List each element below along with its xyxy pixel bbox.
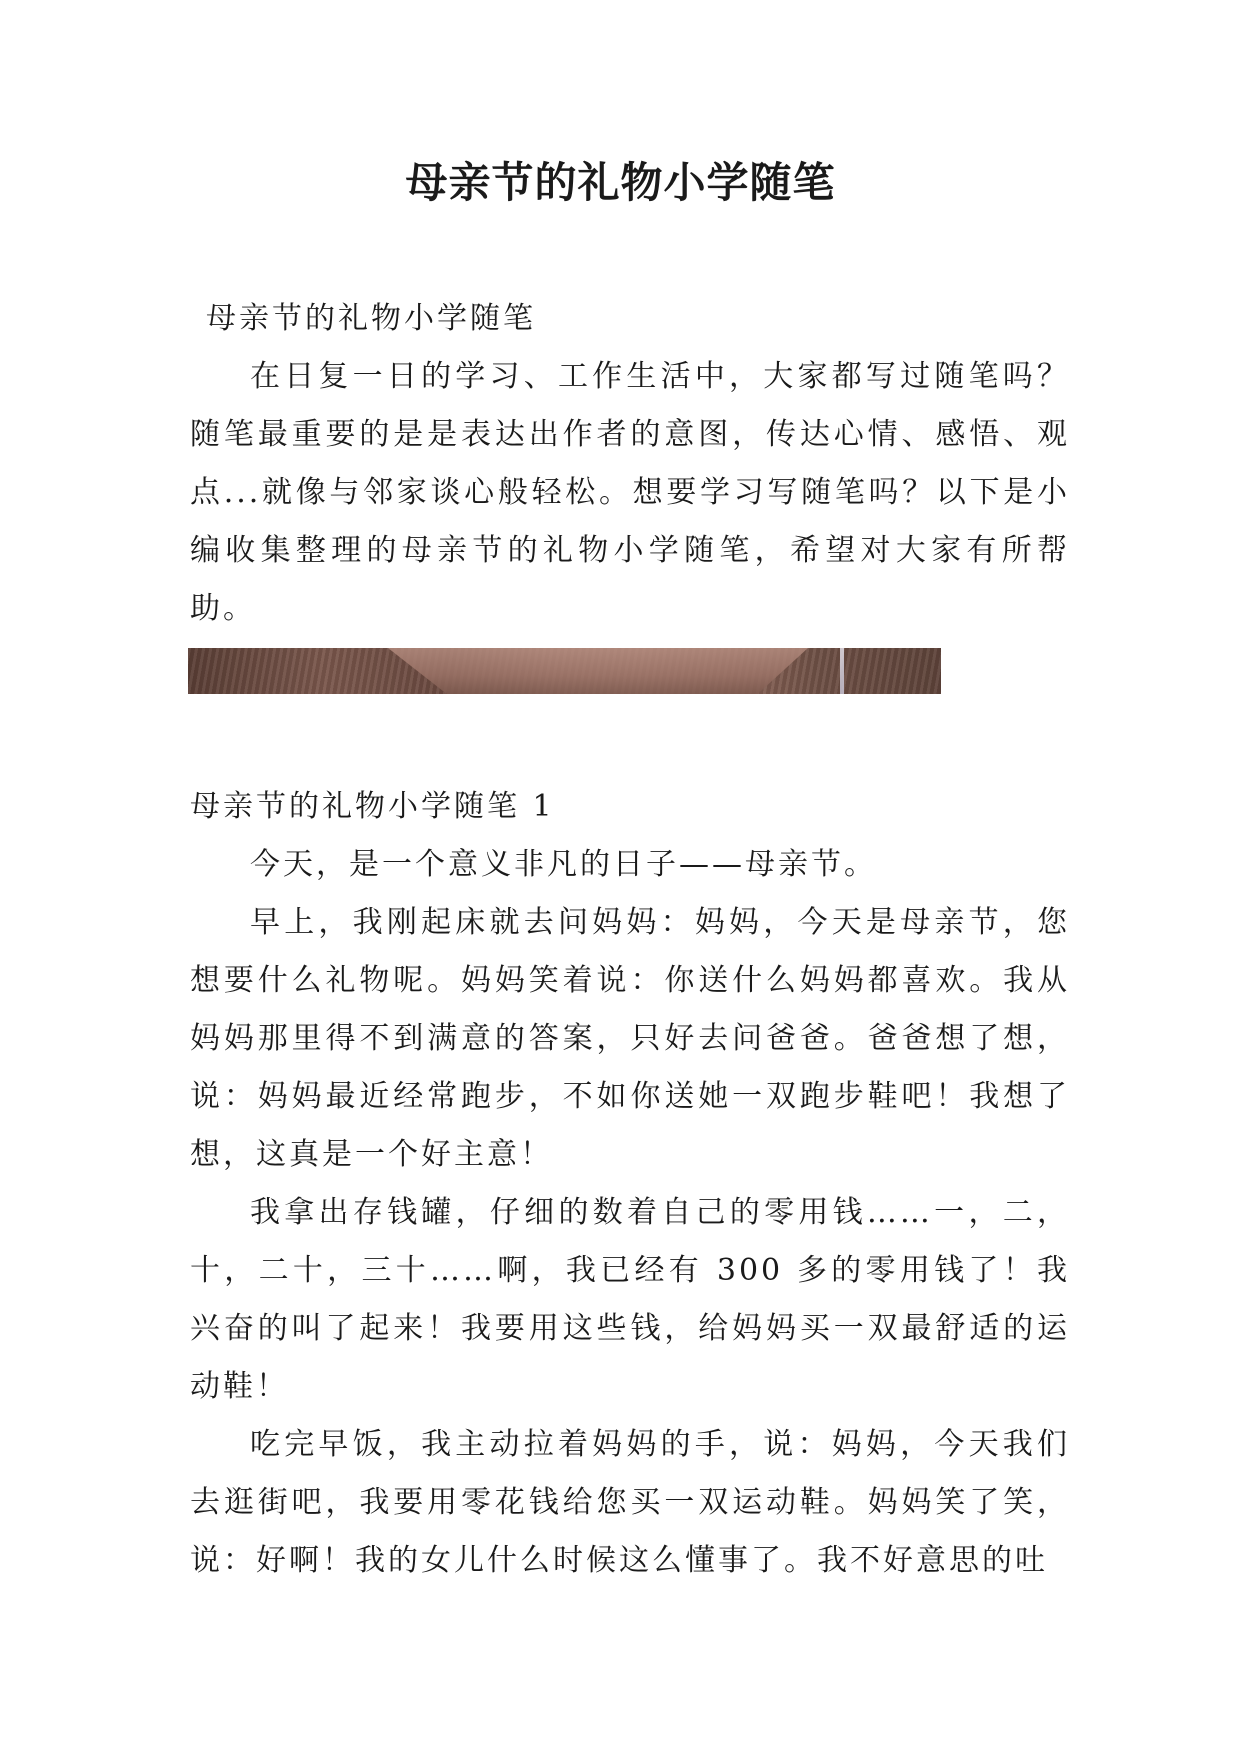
photo-fabric-fold [388, 648, 808, 694]
paragraph: 吃完早饭，我主动拉着妈妈的手，说：妈妈，今天我们去逛街吧，我要用零花钱给您买一双运动鞋。妈妈笑了笑，说：好啊！我的女儿什么时候这么懂事了。我不好意思的吐 [190, 1427, 1070, 1578]
paragraph: 早上，我刚起床就去问妈妈：妈妈，今天是母亲节，您想要什么礼物呢。妈妈笑着说：你送什么妈妈都喜欢。我从妈妈那里得不到满意的答案，只好去问爸爸。爸爸想了想，说：妈妈最近经常跑步，不如你送她一双跑步鞋吧！我想了想，这真是一个好主意！ [190, 905, 1070, 1172]
cropped-photo [188, 648, 941, 694]
document-body [190, 290, 1070, 1590]
intro-heading: 母亲节的礼物小学随笔 [206, 301, 536, 336]
paragraph: 今天，是一个意义非凡的日子——母亲节。 [250, 847, 877, 882]
paragraph: 我拿出存钱罐，仔细的数着自己的零用钱……一，二，十，二十，三十……啊，我已经有 300 多的零用钱了！我兴奋的叫了起来！我要用这些钱，给妈妈买一双最舒适的运动鞋！ [190, 1195, 1070, 1404]
photo-string [840, 648, 844, 694]
section-heading: 母亲节的礼物小学随笔 1 [190, 789, 555, 824]
document-title: 母亲节的礼物小学随笔 [405, 158, 836, 207]
intro-paragraph: 在日复一日的学习、工作生活中，大家都写过随笔吗？随笔最重要的是是表达出作者的意图，传达心情、感悟、观点...就像与邻家谈心般轻松。想要学习写随笔吗？以下是小编收集整理的母亲节的礼物小学随笔，希望对大家有所帮助。 [190, 359, 1070, 626]
